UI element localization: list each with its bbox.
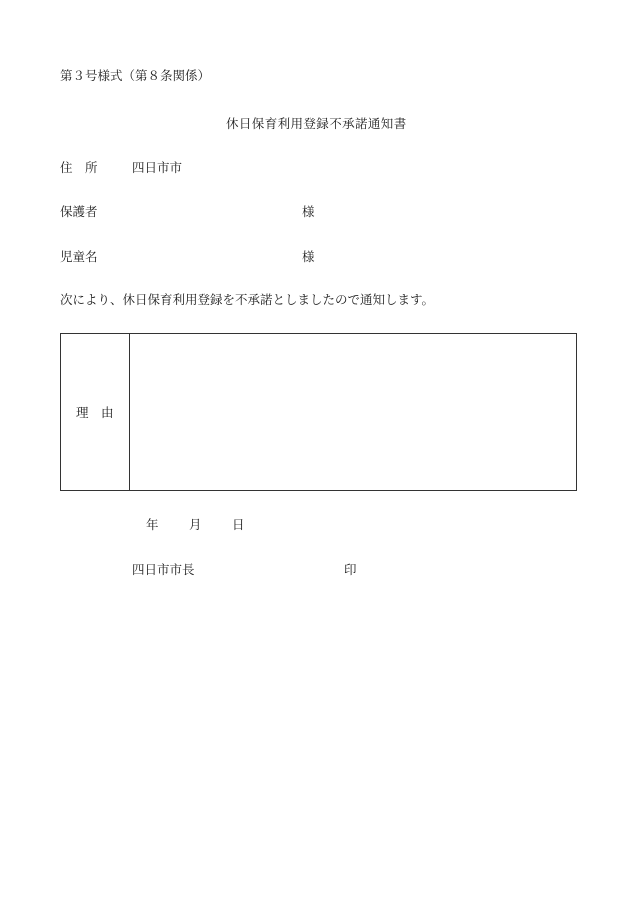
- issuer-title: 四日市市長: [132, 562, 195, 577]
- reason-table: [60, 333, 577, 491]
- reason-content-cell: [130, 334, 576, 490]
- address-value: 四日市市: [132, 160, 183, 175]
- reason-label: 理 由: [76, 405, 114, 420]
- address-label: 住 所: [60, 160, 98, 175]
- seal-mark: 印: [344, 562, 357, 577]
- reason-label-cell: [61, 334, 130, 490]
- child-name-label: 児童名: [60, 249, 98, 264]
- date-year-label: 年: [146, 517, 159, 532]
- date-month-label: 月: [189, 517, 202, 532]
- guardian-honorific: 様: [302, 204, 315, 219]
- form-number: 第３号様式（第８条関係）: [60, 68, 211, 83]
- child-honorific: 様: [302, 249, 315, 264]
- document-title: 休日保育利用登録不承諾通知書: [226, 116, 407, 131]
- guardian-label: 保護者: [60, 204, 98, 219]
- date-day-label: 日: [232, 517, 245, 532]
- notice-text: 次により、休日保育利用登録を不承諾としましたので通知します。: [60, 292, 435, 307]
